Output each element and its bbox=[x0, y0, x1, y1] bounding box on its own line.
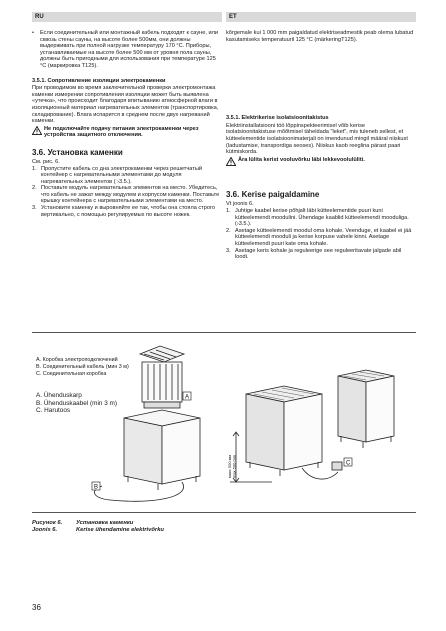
bullet-text: Если соединительный или монтажный кабель подходят к сауне, или сквозь стены сауны, на высоте более 500мм, они должны выдерживать при полной нагрузке температуру 170 °C. Приборы, устанавливаемые на высоте более 500 мм от уровня пола сауны, должны быть пригодными для использования при температуре 125 °C (маркировка T125). bbox=[40, 30, 218, 69]
caption-text-ru: Установка каменки bbox=[76, 520, 134, 526]
section-text-3-5-1: Elektriinstallatsiooni töö lõppinspekteerimisel võib kerise isolatsioonitakistuse mõõtmisel täheldada "leket", mis tuleneb sellest, et kütteelementide isolatsioonimaterjali on imendunud mingil määral niiskust (ladustamise, transpordiga seoses). Niiskus kaob reeglina pärast paari kütmiskorda. bbox=[226, 122, 408, 156]
warning-note bbox=[32, 126, 222, 139]
dimension-label-ru: макс 500 мм bbox=[227, 454, 232, 478]
figure-reference: См. рис. 6. bbox=[32, 158, 60, 165]
installation-steps bbox=[32, 166, 222, 219]
list-item: 2. Поставьте модуль нагревательных элементов на место. Убедитесь, что кабель не зажат между модулем и корпусом каменки. Поставьте крышку контейнера с нагревательными элементами на место. bbox=[32, 185, 220, 205]
heater-body-left-drawing bbox=[94, 410, 200, 501]
bullet-item bbox=[32, 30, 222, 70]
marker-b: B bbox=[94, 484, 99, 491]
legend-item: B. Соединительный кабель (мин 3 м) bbox=[36, 364, 129, 370]
warning-triangle-icon bbox=[32, 126, 44, 139]
marker-c: C bbox=[346, 460, 351, 467]
marker-a: A bbox=[185, 394, 190, 401]
list-item: 3. Установите каменку и выровняйте ее так, чтобы она стояла строго вертикально, с помощью регулируемых по высоте ножек. bbox=[32, 205, 215, 218]
caption-number-et: Joonis 6. bbox=[32, 527, 58, 533]
warning-text: Ära lülita kerist vooluvõrku läbi lekkevoolulüliti. bbox=[238, 156, 365, 163]
warning-triangle-icon bbox=[226, 157, 238, 169]
installation-steps bbox=[226, 208, 416, 261]
language-header-ru: RU bbox=[32, 12, 222, 22]
legend-item: B. Ühenduskaabel (min 3 m) bbox=[36, 399, 117, 407]
section-heading-3-6: 3.6. Установка каменки bbox=[32, 147, 123, 157]
figure-reference: Vt joonis 6. bbox=[226, 201, 254, 208]
caption-number-ru: Рисунок 6. bbox=[32, 520, 63, 526]
list-item: 3. Asetage keris kohale ja reguleerige see reguleeritavate jalgade abil loodi. bbox=[226, 247, 402, 261]
figure-bottom-rule bbox=[32, 512, 416, 513]
list-item: 1. Juhtige kaabel kerise põhjalt läbi kütteelementide puuri kuni kütteelemendi moodulini. Ühendage kaablid kütteelemendi mooduliga. (›3.5.). bbox=[226, 207, 409, 228]
section-heading-3-6: 3.6. Kerise paigaldamine bbox=[226, 190, 320, 200]
warning-text: Не подключайте подачу питания электрокаменки через устройства защитного отключения. bbox=[44, 125, 199, 139]
heater-body-middle-drawing bbox=[230, 386, 342, 482]
legend-item: A. Ühenduskarp bbox=[36, 392, 82, 399]
list-item: 1. Пропустите кабель со дна электрокаменки через решетчатый контейнер с нагревательными элементами до модуля нагревательных элементов ( ›3.5.). bbox=[32, 165, 202, 185]
dimension-label-et: max 500 mm bbox=[231, 454, 237, 478]
top-continuation-text: kõrgemale kui 1 000 mm paigaldatud elektriseadmestik peab olema lubatud kasutamiseks temperatuuril 125 °C (märkeringT125). bbox=[226, 30, 414, 43]
column-ru bbox=[32, 30, 222, 218]
legend-item: C. Harutoos bbox=[36, 407, 71, 415]
list-item: 2. Asetage kütteelemendi moodul oma kohale. Veenduge, et kaabel ei jää kütteelemendi mooduli ja kerise korpuse vahele kinni. Asetage kütteelemendi puuri kate oma kohale. bbox=[226, 227, 412, 247]
bullet-icon: • bbox=[32, 30, 34, 36]
section-text-3-5-1: При проводимом во время заключительной проверки электромонтажа каменки измерении сопротивления изоляции может быть выявлена «утечка», что происходит благодаря впитыванию атмосферной влаги в изоляционный материал нагревательных элементов (транспортировка, складирование). Влага испарится в среднем после двух нагреваний каменки. bbox=[32, 85, 219, 125]
column-et bbox=[226, 30, 416, 261]
language-header-et: ET bbox=[226, 12, 416, 22]
section-heading-3-5-1: 3.5.1. Сопротивление изоляции электрокаменки bbox=[32, 77, 166, 84]
legend-item: C. Соединительная коробка bbox=[36, 371, 107, 377]
caption-text-et: Kerise ühendamine elektrivõrku bbox=[76, 527, 164, 533]
heater-body-right-drawing bbox=[338, 370, 394, 448]
page-number: 36 bbox=[32, 603, 41, 612]
figure-legend-ru bbox=[36, 357, 186, 378]
warning-note bbox=[226, 157, 416, 169]
figure-legend-et bbox=[36, 392, 186, 415]
section-heading-3-5-1: 3.5.1. Elektrikerise isolatsioonitakistus bbox=[226, 115, 329, 122]
legend-item: A. Коробка электроподключений bbox=[36, 357, 118, 363]
figure-caption bbox=[32, 520, 164, 534]
